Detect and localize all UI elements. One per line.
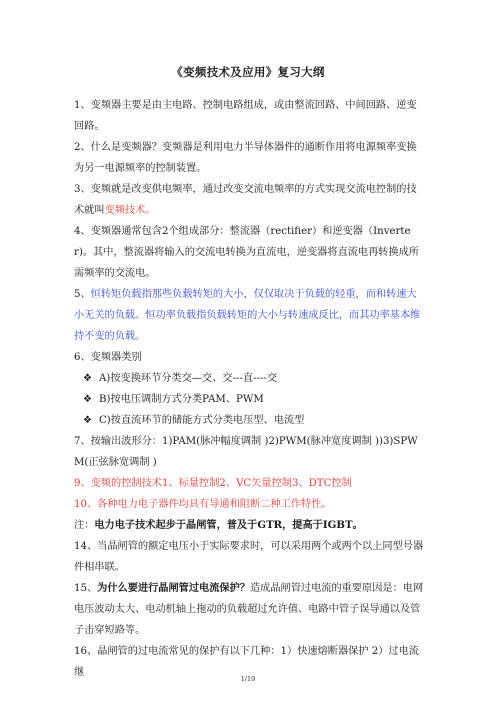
item-7: 7、按输出波形分：1)PAM(脉冲幅度调制 )2)PWM(脉冲宽度调制 ))3)SPWM(正弦脉宽调制 ) xyxy=(74,436,418,468)
page-title: 《变频技术及应用》复习大纲 xyxy=(171,65,325,79)
item-5 xyxy=(74,284,426,347)
item-16: 16、晶闸管的过电流常见的保护有以下几种：1）快速熔断器保护 2）过电流继 xyxy=(74,646,419,678)
bullet-c xyxy=(74,410,426,431)
item-15-number: 15、 xyxy=(74,583,98,594)
item-4: 4、变频器通常包含2个组成部分：整流器（rectifier）和逆变器（Inverter)。其中，整流器将输入的交流电转换为直流电，逆变器将直流电再转换成所需频率的交流电。 xyxy=(74,226,420,279)
note-label: 注： xyxy=(74,520,95,531)
bullet-a xyxy=(74,368,426,389)
item-6: 6、变频器类别 xyxy=(74,352,142,363)
item-15 xyxy=(74,578,426,641)
diamond-bullet-icon: ❖ xyxy=(83,394,92,405)
bullet-b-text: B)按电压调制方式分类PAM、PWM xyxy=(99,394,264,405)
page-number: 1/19 xyxy=(240,675,256,683)
item-5-text: 恒转矩负载指那些负载转矩的大小，仅仅取决于负载的轻重，而和转速大小无关的负载。恒功率负载指负载转矩的大小与转速成反比，而其功率基本维持不变的负载。 xyxy=(74,289,421,342)
document-body xyxy=(74,95,426,683)
item-2: 2、什么是变频器？变频器是利用电力半导体器件的通断作用将电源频率变换为另一电源频率的控制装置。 xyxy=(74,142,417,174)
item-5-number: 5、 xyxy=(74,289,91,300)
item-15-question: 为什么要进行晶闸管过电流保护？ xyxy=(97,582,250,594)
item-9: 9、变频的控制技术1、标量控制2、VC矢量控制3、DTC控制 xyxy=(74,478,352,489)
item-1: 1、变频器主要是由主电路、控制电路组成，或由整流回路、中间回路、逆变回路。 xyxy=(74,100,417,132)
item-15-answer: 造成晶闸管过电流的重要原因是：电网电压波动太大、电动机轴上拖动的负载超过允许值、电路中管子误导通以及管子击穿短路等。 xyxy=(74,583,424,636)
item-10: 10、各种电力电子器件均具有导通和阻断二种工作特性。 xyxy=(74,499,332,510)
item-3-text: 3、变频就是改变供电频率，通过改变交流电频率的方式实现交流电控制的技术就叫 xyxy=(74,184,417,216)
bullet-a-text: A)按变换环节分类交—交、交---直----交 xyxy=(99,373,278,384)
bullet-b xyxy=(74,389,426,410)
note-text: 电力电子技术起步于晶闸管，普及于GTR，提高于IGBT。 xyxy=(94,519,363,531)
bullet-c-text: C)按直流环节的储能方式分类电压型、电流型 xyxy=(99,415,305,426)
item-3 xyxy=(74,179,426,221)
item-14: 14、当晶闸管的额定电压小于实际要求时，可以采用两个或两个以上同型号器件相串联。 xyxy=(74,541,424,573)
note xyxy=(74,515,426,536)
diamond-bullet-icon: ❖ xyxy=(83,373,92,384)
item-3-highlight: 变频技术。 xyxy=(104,205,156,216)
diamond-bullet-icon: ❖ xyxy=(83,415,92,426)
